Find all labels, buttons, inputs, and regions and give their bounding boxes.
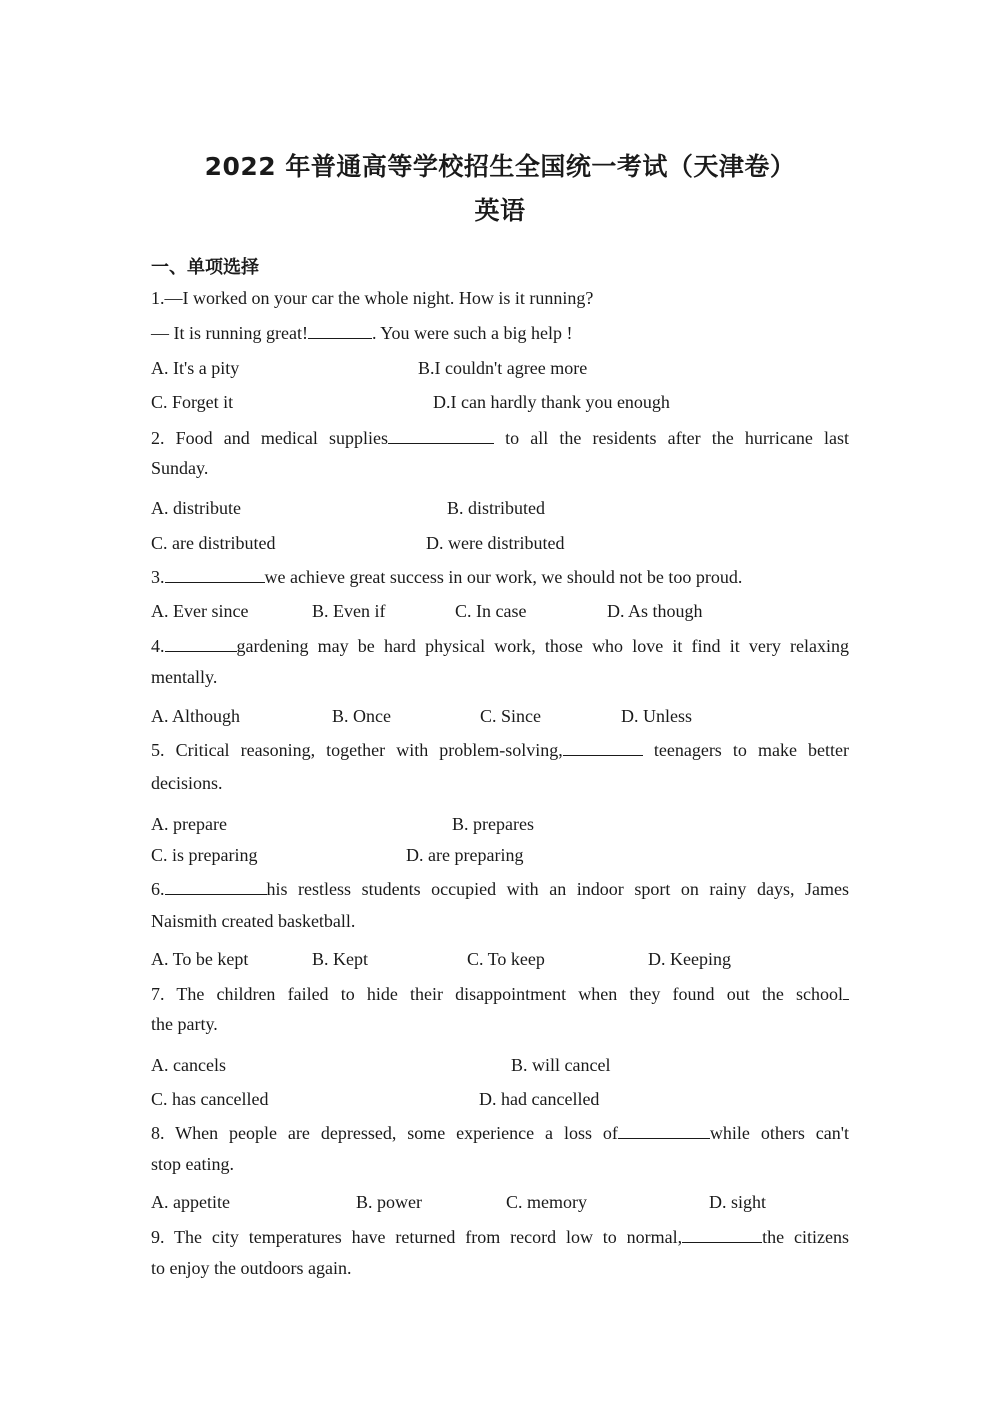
question-7-cont: the party. <box>151 1014 218 1034</box>
answer-blank <box>618 1122 710 1139</box>
question-7-option-c: C. has cancelled <box>151 1089 269 1109</box>
question-1-line2: — It is running great! . You were such a big help ! <box>151 323 573 343</box>
question-8-option-c: C. memory <box>506 1192 587 1212</box>
question-1-option-c: C. Forget it <box>151 392 234 412</box>
question-4-option-d: D. Unless <box>621 706 692 726</box>
question-1-option-d: D.I can hardly thank you enough <box>433 392 670 412</box>
question-4-option-c: C. Since <box>480 706 541 726</box>
question-5-cont: decisions. <box>151 773 223 793</box>
question-5-stem: 5. Critical reasoning, together with problem-solving, teenagers to make better <box>151 740 849 760</box>
answer-blank <box>563 739 643 756</box>
answer-blank <box>388 427 494 444</box>
question-2-stem: 2. Food and medical supplies to all the residents after the hurricane last <box>151 428 849 448</box>
question-5-option-b: B. prepares <box>452 814 534 834</box>
question-6-option-b: B. Kept <box>312 949 368 969</box>
question-6-cont: Naismith created basketball. <box>151 911 356 931</box>
question-3-option-b: B. Even if <box>312 601 386 621</box>
question-1-option-b: B.I couldn't agree more <box>418 358 588 378</box>
question-1-stem: 1.—I worked on your car the whole night. How is it running? <box>151 288 594 308</box>
exam-title: 2022 年普通高等学校招生全国统一考试（天津卷） <box>204 152 796 181</box>
question-6-option-a: A. To be kept <box>151 949 249 969</box>
question-7-option-d: D. had cancelled <box>479 1089 600 1109</box>
question-8-option-b: B. power <box>356 1192 422 1212</box>
subject-title: 英语 <box>474 196 526 225</box>
question-3-option-d: D. As though <box>607 601 703 621</box>
question-4-stem: 4. gardening may be hard physical work, those who love it find it very relaxing <box>151 636 849 656</box>
question-7-option-b: B. will cancel <box>511 1055 611 1075</box>
answer-blank <box>165 635 237 652</box>
question-5-option-c: C. is preparing <box>151 845 258 865</box>
question-5-option-d: D. are preparing <box>406 845 524 865</box>
question-3-option-c: C. In case <box>455 601 527 621</box>
question-7-stem: 7. The children failed to hide their disappointment when they found out the school <box>151 983 849 1005</box>
question-2-option-a: A. distribute <box>151 498 241 518</box>
section-heading: 一、单项选择 <box>151 257 259 278</box>
question-4-cont: mentally. <box>151 667 218 687</box>
question-3-stem: 3. we achieve great success in our work, we should not be too proud. <box>151 567 743 587</box>
question-6-option-c: C. To keep <box>467 949 545 969</box>
question-9-stem: 9. The city temperatures have returned from record low to normal, the citizens <box>151 1227 850 1247</box>
answer-blank <box>682 1226 762 1243</box>
question-2-cont: Sunday. <box>151 458 209 478</box>
question-4-option-b: B. Once <box>332 706 391 726</box>
question-2-option-b: B. distributed <box>447 498 545 518</box>
question-2-option-d: D. were distributed <box>426 533 565 553</box>
question-5-option-a: A. prepare <box>151 814 227 834</box>
answer-blank <box>308 322 372 339</box>
question-4-option-a: A. Although <box>151 706 241 726</box>
question-8-cont: stop eating. <box>151 1154 234 1174</box>
question-8-option-a: A. appetite <box>151 1192 230 1212</box>
question-9-cont: to enjoy the outdoors again. <box>151 1258 352 1278</box>
question-3-option-a: A. Ever since <box>151 601 249 621</box>
answer-blank <box>165 878 267 895</box>
question-6-option-d: D. Keeping <box>648 949 731 969</box>
question-1-option-a: A. It's a pity <box>151 358 240 378</box>
answer-blank <box>843 983 849 1000</box>
question-2-option-c: C. are distributed <box>151 533 276 553</box>
answer-blank <box>165 566 265 583</box>
question-8-option-d: D. sight <box>709 1192 767 1212</box>
question-8-stem: 8. When people are depressed, some experience a loss of while others can't <box>151 1123 849 1143</box>
question-6-stem: 6. his restless students occupied with an indoor sport on rainy days, James <box>151 879 849 899</box>
question-7-option-a: A. cancels <box>151 1055 226 1075</box>
